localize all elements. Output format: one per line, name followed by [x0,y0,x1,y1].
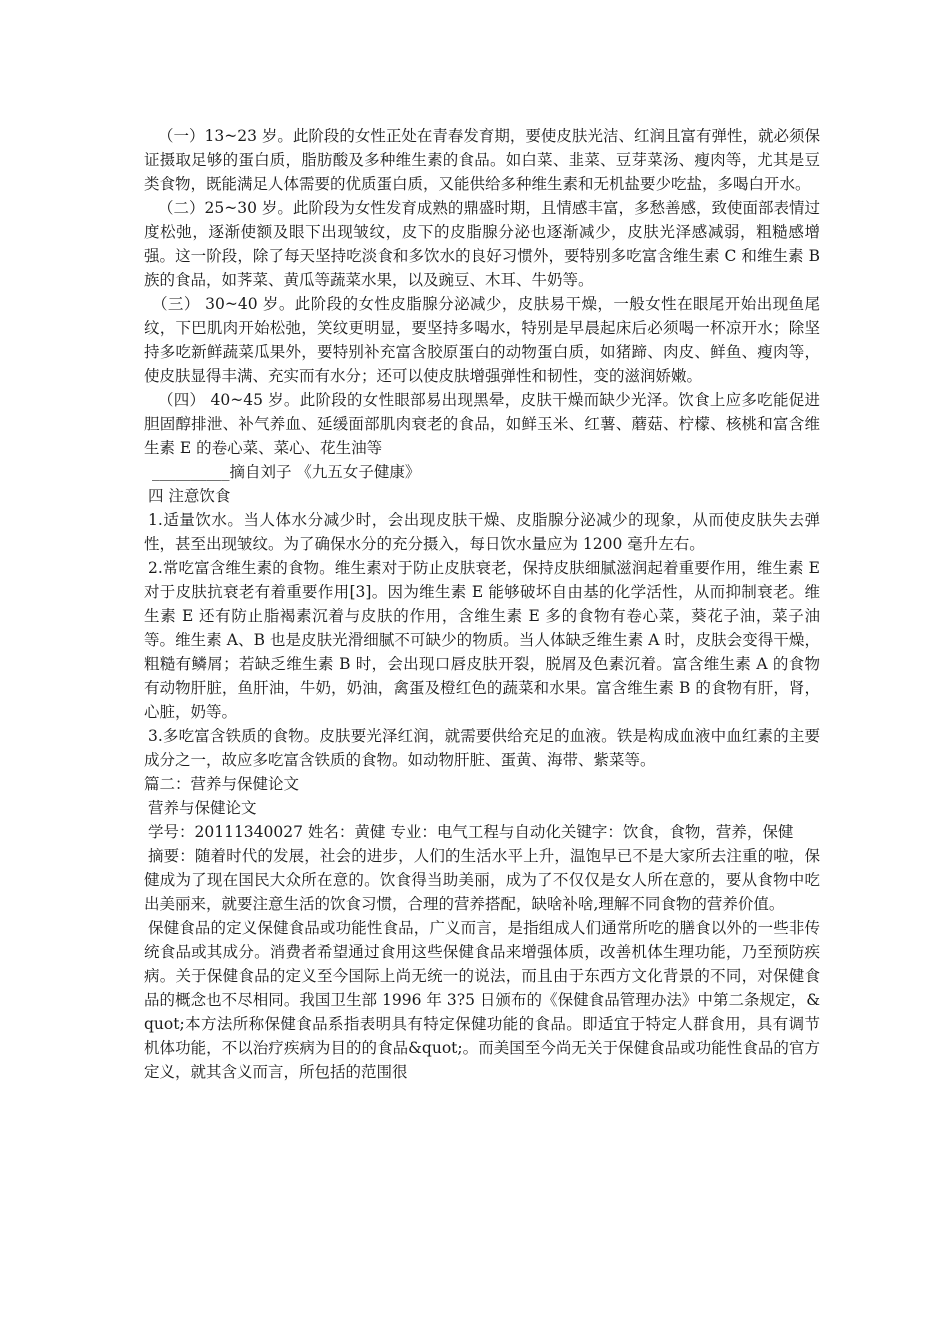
source-citation: __________摘自刘子 《九五女子健康》 [152,463,421,481]
section-heading-diet: 四 注意饮食 [148,487,231,505]
author-info: 学号：20111340027 姓名：黄健 专业：电气工程与自动化关键字：饮食，食物，营养，保健 [148,823,794,841]
paragraph-iron: 3.多吃富含铁质的食物。皮肤要光泽红润，就需要供给充足的血液。铁是构成血液中血红素的主要成分之一，故应多吃富含铁质的食物。如动物肝脏、蛋黄、海带、紫菜等。 [144,727,820,769]
paragraph-age-13-23: （一）13~23 岁。此阶段的女性正处在青春发育期，要使皮肤光洁、红润且富有弹性，就必须保证摄取足够的蛋白质，脂肪酸及多种维生素的食品。如白菜、韭菜、豆芽菜汤、瘦肉等，尤其是豆类食物，既能满足人体需要的优质蛋白质，又能供给多种维生素和无机盐要少吃盐，多喝白开水。 [144,127,820,193]
paragraph-definition: 保健食品的定义保健食品或功能性食品，广义而言，是指组成人们通常所吃的膳食以外的一些非传统食品或其成分。消费者希望通过食用这些保健食品来增强体质，改善机体生理功能，乃至预防疾病。关于保健食品的定义至今国际上尚无统一的说法，而且由于东西方文化背景的不同，对保健食品的概念也不尽相同。我国卫生部 1996 年 3?5 日颁布的《保健食品管理办法》中第二条规定，&quot;本方法所称保健食品系指表明具有特定保健功能的食品。即适宜于特定人群食用，具有调节机体功能，不以治疗疾病为目的的食品&quot;。而美国至今尚无关于保健食品或功能性食品的官方定义，就其含义而言，所包括的范围很 [144,919,820,1081]
document-body [144,124,820,1084]
paper-title: 营养与保健论文 [148,799,257,817]
paragraph-water: 1.适量饮水。当人体水分减少时，会出现皮肤干燥、皮脂腺分泌减少的现象，从而使皮肤失去弹性，甚至出现皱纹。为了确保水分的充分摄入，每日饮水量应为 1200 毫升左右。 [144,511,820,553]
paragraph-age-25-30: （二）25~30 岁。此阶段为女性发育成熟的鼎盛时期，且情感丰富，多愁善感，致使面部表情过度松弛，逐渐使额及眼下出现皱纹，皮下的皮脂腺分泌也逐渐减少，皮肤光泽感减弱，粗糙感增强。这一阶段，除了每天坚持吃淡食和多饮水的良好习惯外，要特别多吃富含维生素 C 和维生素 B 族的食品，如荠菜、黄瓜等蔬菜水果，以及豌豆、木耳、牛奶等。 [144,199,820,289]
paragraph-age-40-45: （四） 40~45 岁。此阶段的女性眼部易出现黑晕，皮肤干燥而缺少光泽。饮食上应多吃能促进胆固醇排泄、补气养血、延缓面部肌肉衰老的食品，如鲜玉米、红薯、蘑菇、柠檬、核桃和富含维生素 E 的卷心菜、菜心、花生油等 [144,391,820,457]
paragraph-vitamins: 2.常吃富含维生素的食物。维生素对于防止皮肤衰老，保持皮肤细腻滋润起着重要作用，维生素 E 对于皮肤抗衰老有着重要作用[3]。因为维生素 E 能够破坏自由基的化学活性，从而抑制衰老。维生素 E 还有防止脂褐素沉着与皮肤的作用，含维生素 E 多的食物有卷心菜，葵花子油，菜子油等。维生素 A、B 也是皮肤光滑细腻不可缺少的物质。当人体缺乏维生素 A 时，皮肤会变得干燥，粗糙有鳞屑；若缺乏维生素 B 时，会出现口唇皮肤开裂，脱屑及色素沉着。富含维生素 A 的食物有动物肝脏，鱼肝油，牛奶，奶油，禽蛋及橙红色的蔬菜和水果。富含维生素 B 的食物有肝，肾，心脏，奶等。 [144,559,820,721]
paragraph-age-30-40: （三） 30~40 岁。此阶段的女性皮脂腺分泌减少，皮肤易干燥，一般女性在眼尾开始出现鱼尾纹，下巴肌肉开始松弛，笑纹更明显，要坚持多喝水，特别是早晨起床后必须喝一杯凉开水；除坚持多吃新鲜蔬菜瓜果外，要特别补充富含胶原蛋白的动物蛋白质，如猪蹄、肉皮、鲜鱼、瘦肉等，使皮肤显得丰满、充实而有水分；还可以使皮肤增强弹性和韧性，变的滋润娇嫩。 [144,295,820,385]
abstract: 摘要：随着时代的发展，社会的进步，人们的生活水平上升，温饱早已不是大家所去注重的啦，保健成为了现在国民大众所在意的。饮食得当助美丽，成为了不仅仅是女人所在意的，要从食物中吃出美丽来，就要注意生活的饮食习惯，合理的营养搭配，缺啥补啥,理解不同食物的营养价值。 [144,847,820,913]
chapter-heading: 篇二：营养与保健论文 [144,775,300,793]
